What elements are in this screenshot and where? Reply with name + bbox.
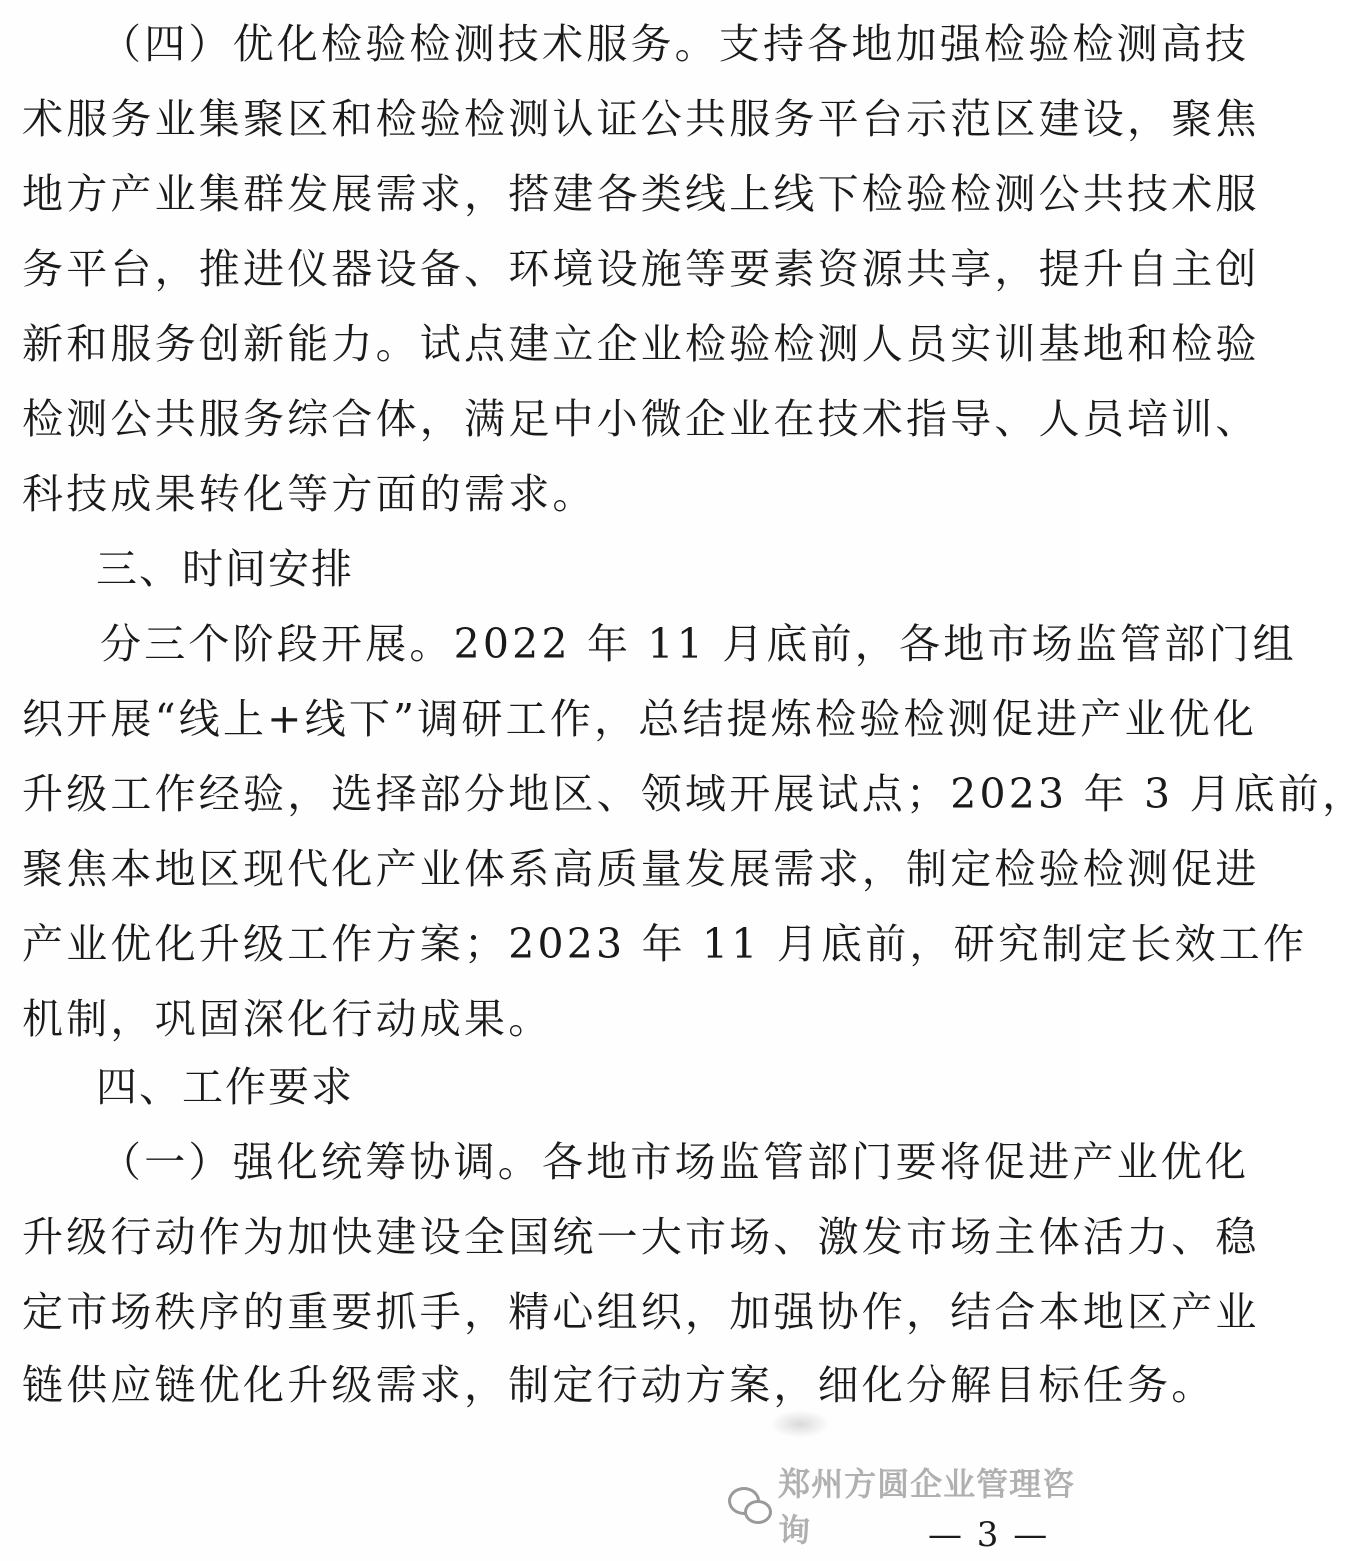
- paragraph-line: 检测公共服务综合体，满足中小微企业在技术指导、人员培训、: [22, 395, 1260, 443]
- paragraph-line: 术服务业集聚区和检验检测认证公共服务平台示范区建设，聚焦: [22, 95, 1260, 143]
- paragraph-line: 织开展“线上+线下”调研工作，总结提炼检验检测促进产业优化: [22, 695, 1258, 743]
- paragraph-line: 分三个阶段开展。2022 年 11 月底前，各地市场监管部门组: [100, 620, 1297, 668]
- paragraph-line: 聚焦本地区现代化产业体系高质量发展需求，制定检验检测促进: [22, 845, 1260, 893]
- paragraph-line: 新和服务创新能力。试点建立企业检验检测人员实训基地和检验: [22, 320, 1260, 368]
- paragraph-line: 机制，巩固深化行动成果。: [22, 995, 553, 1043]
- paragraph-line: （四）优化检验检测技术服务。支持各地加强检验检测高技: [100, 20, 1250, 68]
- paragraph-line: 地方产业集群发展需求，搭建各类线上线下检验检测公共技术服: [22, 170, 1260, 218]
- section-heading: 三、时间安排: [96, 545, 354, 593]
- section-heading: 四、工作要求: [96, 1063, 354, 1111]
- paragraph-line: 定市场秩序的重要抓手，精心组织，加强协作，结合本地区产业: [22, 1288, 1260, 1336]
- brand-text: 郑州方圆企业管理咨询: [778, 1465, 1076, 1549]
- paragraph-line: 科技成果转化等方面的需求。: [22, 470, 597, 518]
- page-number: — 3 —: [928, 1515, 1050, 1555]
- paragraph-line: 产业优化升级工作方案；2023 年 11 月底前，研究制定长效工作: [22, 920, 1308, 968]
- paragraph-line: 升级行动作为加快建设全国统一大市场、激发市场主体活力、稳: [22, 1213, 1260, 1261]
- scan-smudge: [770, 1410, 830, 1438]
- wechat-icon: [728, 1485, 770, 1525]
- paragraph-line: （一）强化统筹协调。各地市场监管部门要将促进产业优化: [100, 1138, 1250, 1186]
- paragraph-line: 升级工作经验，选择部分地区、领域开展试点；2023 年 3 月底前，: [22, 770, 1366, 818]
- paragraph-line: 务平台，推进仪器设备、环境设施等要素资源共享，提升自主创: [22, 245, 1260, 293]
- paragraph-line: 链供应链优化升级需求，制定行动方案，细化分解目标任务。: [22, 1361, 1216, 1409]
